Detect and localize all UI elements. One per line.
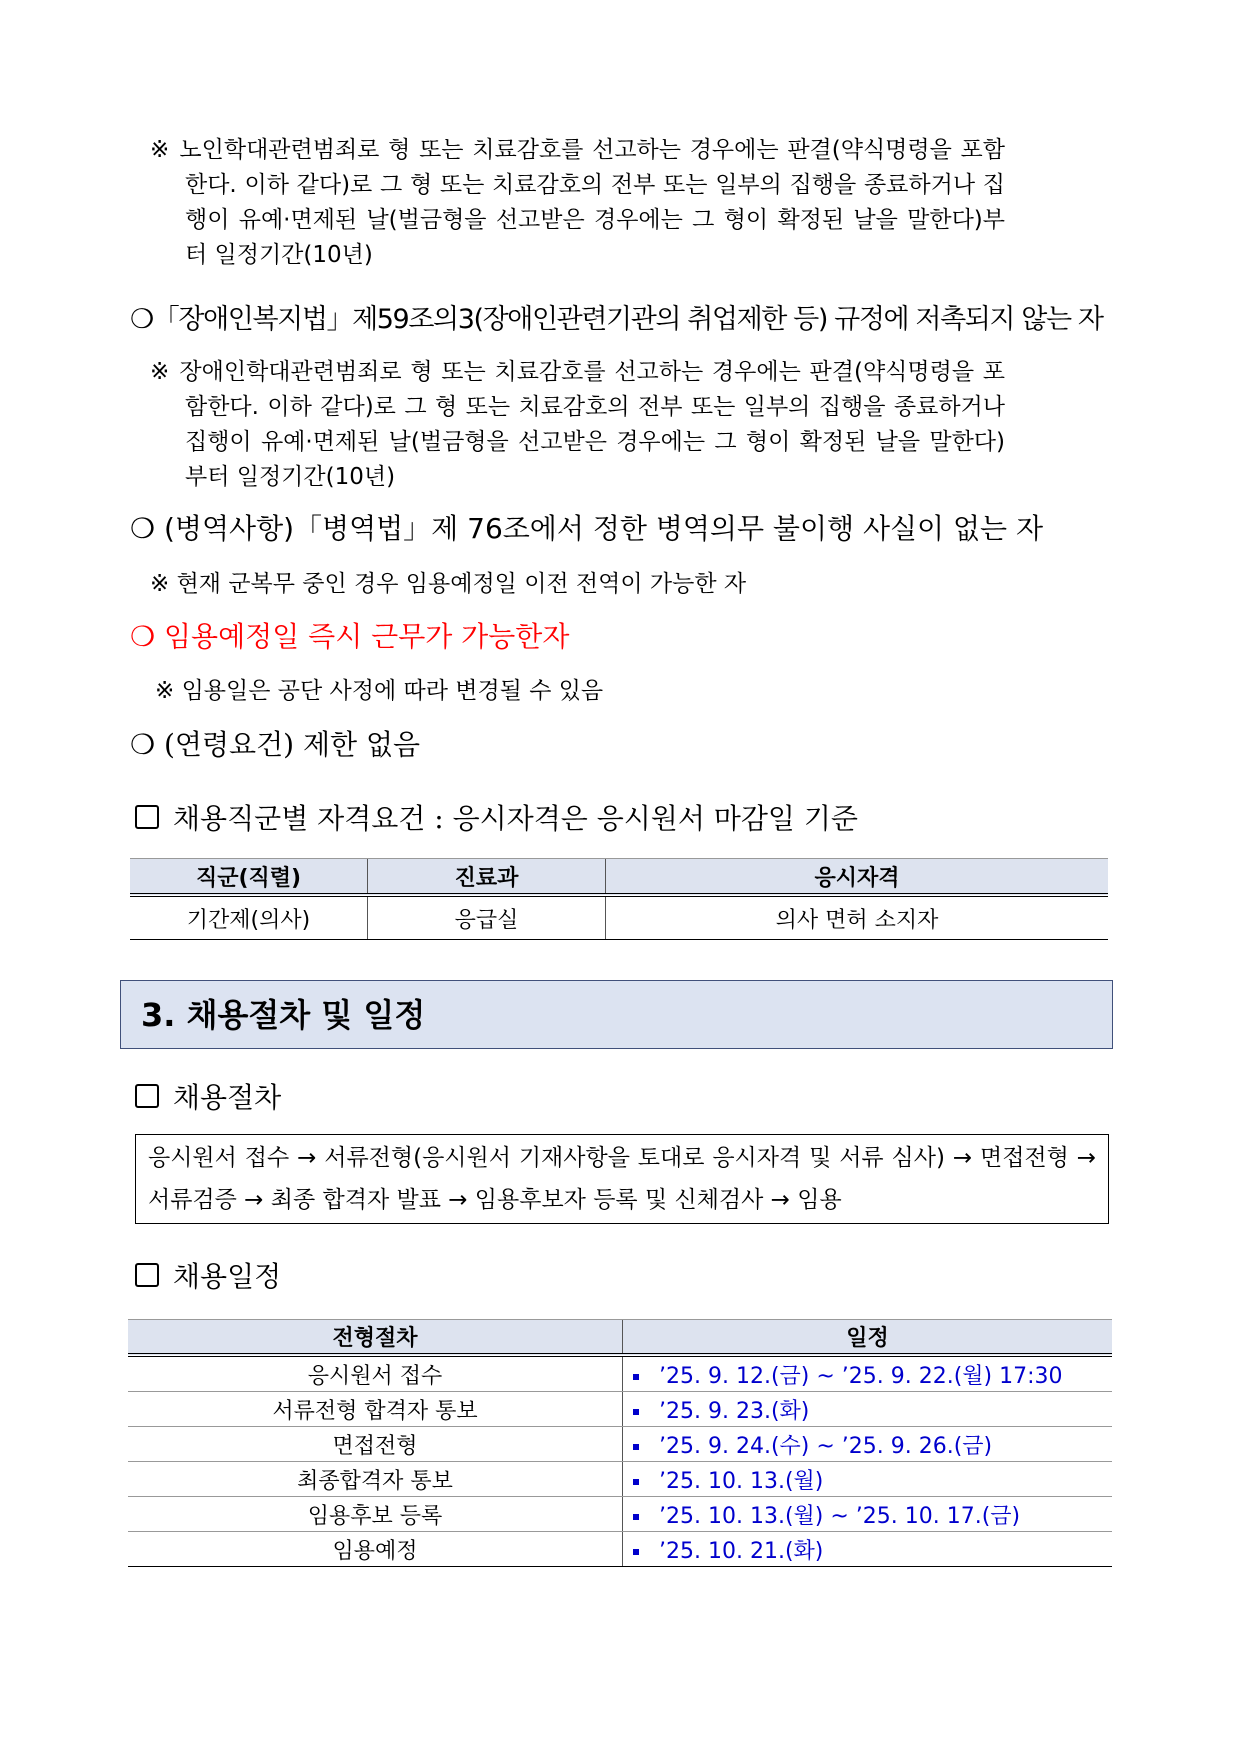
bullet-icon <box>633 1374 639 1380</box>
table-row <box>128 1532 1112 1567</box>
qualification-heading: 채용직군별 자격요건 : 응시자격은 응시원서 마감일 기준 <box>135 797 858 837</box>
disabled-law-requirement: ❍「장애인복지법」제59조의3(장애인관련기관의 취업제한 등) 규정에 저촉되지 않는 자 <box>130 304 1103 335</box>
schedule-step: 면접전형 <box>128 1427 623 1462</box>
military-note: ※ 현재 군복무 중인 경우 임용예정일 이전 전역이 가능한 자 <box>150 571 747 597</box>
schedule-date: ’25. 10. 13.(월) ~ ’25. 10. 17.(금) <box>623 1497 1113 1532</box>
bullet-icon <box>633 1514 639 1520</box>
table-row <box>128 1497 1112 1532</box>
procedure-heading: 채용절차 <box>135 1076 281 1116</box>
disabled-abuse-note: ※ 장애인학대관련범죄로 형 또는 치료감호를 선고하는 경우에는 판결(약식명령을 포함한다. 이하 같다)로 그 형 또는 치료감호의 전부 또는 일부의 집행을 종료하거나 집행이 유예·면제된 날(벌금형을 선고받은 경우에는 그 형이 확정된 날을 말한다)부터 일정기간(10년) <box>150 359 1005 490</box>
schedule-step: 최종합격자 통보 <box>128 1462 623 1497</box>
schedule-step: 서류전형 합격자 통보 <box>128 1392 623 1427</box>
schedule-date: ’25. 10. 13.(월) <box>623 1462 1113 1497</box>
bullet-icon <box>633 1409 639 1415</box>
checkbox-square-icon <box>135 1263 159 1287</box>
schedule-step: 임용예정 <box>128 1532 623 1567</box>
schedule-table <box>128 1319 1112 1567</box>
section-title: 3. 채용절차 및 일정 <box>120 980 1113 1049</box>
checkbox-square-icon <box>135 805 159 829</box>
schedule-step: 임용후보 등록 <box>128 1497 623 1532</box>
appointment-note: ※ 임용일은 공단 사정에 따라 변경될 수 있음 <box>155 678 604 704</box>
schedule-date: ’25. 9. 23.(화) <box>623 1392 1113 1427</box>
procedure-box: 응시원서 접수 → 서류전형(응시원서 기재사항을 토대로 응시자격 및 서류 심사) → 면접전형 → 서류검증 → 최종 합격자 발표 → 임용후보자 등록 및 신체검사 → 임용 <box>135 1134 1109 1224</box>
schedule-date: ’25. 10. 21.(화) <box>623 1532 1113 1567</box>
checkbox-square-icon <box>135 1084 159 1108</box>
qual-header-dept: 진료과 <box>368 859 606 896</box>
qual-cell-job: 기간제(의사) <box>130 895 368 940</box>
military-requirement: ❍ (병역사항)「병역법」제 76조에서 정한 병역의무 불이행 사실이 없는 자 <box>130 512 1044 545</box>
bullet-icon <box>633 1444 639 1450</box>
qual-cell-qualification: 의사 면허 소지자 <box>606 895 1109 940</box>
schedule-header-step: 전형절차 <box>128 1320 623 1356</box>
qual-header-job: 직군(직렬) <box>130 859 368 896</box>
elder-abuse-note: ※ 노인학대관련범죄로 형 또는 치료감호를 선고하는 경우에는 판결(약식명령을 포함한다. 이하 같다)로 그 형 또는 치료감호의 전부 또는 일부의 집행을 종료하거나 집행이 유예·면제된 날(벌금형을 선고받은 경우에는 그 형이 확정된 날을 말한다)부터 일정기간(10년) <box>150 137 1005 268</box>
table-row <box>128 1355 1112 1392</box>
table-row <box>128 1427 1112 1462</box>
table-row <box>128 1462 1112 1497</box>
schedule-header-date: 일정 <box>623 1320 1113 1356</box>
bullet-icon <box>633 1479 639 1485</box>
qualification-table <box>130 858 1108 940</box>
schedule-date: ’25. 9. 24.(수) ~ ’25. 9. 26.(금) <box>623 1427 1113 1462</box>
age-requirement: ❍ (연령요건) 제한 없음 <box>130 728 421 761</box>
schedule-step: 응시원서 접수 <box>128 1355 623 1392</box>
immediate-work-requirement: ❍ 임용예정일 즉시 근무가 가능한자 <box>130 620 570 653</box>
table-row <box>128 1392 1112 1427</box>
qual-cell-dept: 응급실 <box>368 895 606 940</box>
bullet-icon <box>633 1549 639 1555</box>
qual-header-qualification: 응시자격 <box>606 859 1109 896</box>
schedule-date: ’25. 9. 12.(금) ~ ’25. 9. 22.(월) 17:30 <box>623 1355 1113 1392</box>
schedule-heading: 채용일정 <box>135 1255 281 1295</box>
